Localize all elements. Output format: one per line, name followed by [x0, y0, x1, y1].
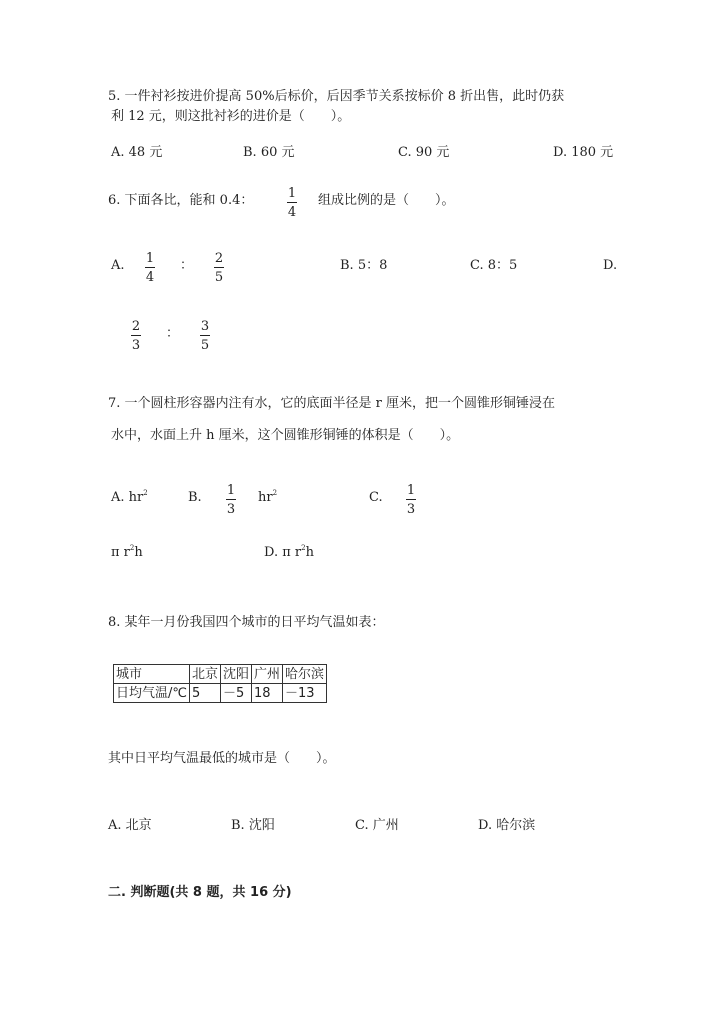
q8-option-a: A. 北京: [108, 818, 152, 833]
table-cell: 18: [252, 684, 283, 703]
frac-den: 4: [145, 270, 155, 285]
q6-option-d-label: D.: [603, 258, 618, 273]
table-cell: －5: [221, 684, 252, 703]
table-cell: 5: [189, 684, 220, 703]
q7-option-d-text: D. π r: [264, 545, 302, 560]
frac-num: 1: [145, 251, 155, 266]
table-cell: 沈阳: [221, 665, 252, 684]
h-var: h: [305, 545, 314, 560]
q6-stem-fraction: [285, 187, 299, 219]
table-cell: 广州: [252, 665, 283, 684]
q7-line1: 7. 一个圆柱形容器内注有水，它的底面半径是 r 厘米，把一个圆锥形铜锤浸在: [108, 396, 556, 411]
table-cell: 北京: [189, 665, 220, 684]
table-row: [114, 684, 327, 703]
q7-option-c-label: C.: [369, 490, 383, 505]
frac-den: 3: [406, 502, 416, 517]
q7-option-b-label: B.: [188, 490, 202, 505]
q8-stem: 8. 某年一月份我国四个城市的日平均气温如表：: [108, 615, 385, 630]
q6-option-d-frac1: [129, 320, 143, 352]
q6-option-a-frac1: [143, 252, 157, 284]
q6-stem-suffix: 组成比例的是（ ）。: [318, 193, 455, 208]
square-sup: 2: [143, 489, 148, 497]
q8-option-d: D. 哈尔滨: [478, 818, 536, 833]
table-cell: 日均气温/℃: [114, 684, 190, 703]
q5-option-b: B. 60 元: [243, 145, 295, 160]
frac-num: 2: [214, 251, 224, 266]
q6-option-d-frac2: [198, 320, 212, 352]
q7-option-b-frac: [224, 484, 238, 516]
frac-den: 5: [214, 270, 224, 285]
q7-option-a-text: A. hr: [111, 490, 144, 505]
q7-option-b-hr: hr: [258, 490, 273, 505]
table-cell: 城市: [114, 665, 190, 684]
q7-option-b-tail: [258, 491, 277, 504]
q6-option-a-frac2: [212, 252, 226, 284]
q6-option-d-colon: ：: [166, 326, 180, 341]
q7-option-c-cont: [111, 546, 143, 559]
table-cell: 哈尔滨: [283, 665, 327, 684]
q6-stem-frac-den: 4: [287, 205, 297, 220]
q7-option-d: [264, 546, 314, 559]
q7-line2: 水中，水面上升 h 厘米，这个圆锥形铜锤的体积是（ ）。: [111, 428, 460, 443]
q5-option-a: A. 48 元: [111, 145, 163, 160]
temperature-table: [113, 664, 327, 703]
q8-question: 其中日平均气温最低的城市是（ ）。: [108, 751, 336, 766]
q6-option-a-colon: ：: [180, 258, 194, 273]
frac-num: 3: [200, 319, 210, 334]
q7-option-a: [111, 491, 148, 504]
frac-den: 3: [131, 338, 141, 353]
frac-den: 5: [200, 338, 210, 353]
frac-den: 3: [226, 502, 236, 517]
frac-num: 1: [406, 483, 416, 498]
frac-num: 1: [226, 483, 236, 498]
q6-stem-frac-num: 1: [287, 186, 297, 201]
q6-option-c: C. 8：5: [470, 258, 518, 273]
table-header-row: [114, 665, 327, 684]
frac-num: 2: [131, 319, 141, 334]
table-cell: －13: [283, 684, 327, 703]
q6-stem-prefix: 6. 下面各比，能和 0.4：: [108, 193, 254, 208]
h-var: h: [134, 545, 143, 560]
q5-option-c: C. 90 元: [398, 145, 450, 160]
square-sup: 2: [272, 489, 278, 497]
q8-option-c: C. 广州: [355, 818, 399, 833]
q5-option-d: D. 180 元: [553, 145, 614, 160]
q5-line1: 5. 一件衬衫按进价提高 50%后标价，后因季节关系按标价 8 折出售，此时仍获: [108, 89, 565, 104]
square-sup: 2: [301, 544, 306, 552]
q5-line2: 利 12 元，则这批衬衫的进价是（ ）。: [111, 109, 351, 124]
pi-r: π r: [111, 545, 130, 560]
q6-option-b: B. 5：8: [340, 258, 388, 273]
q7-option-c-frac: [404, 484, 418, 516]
q8-option-b: B. 沈阳: [231, 818, 275, 833]
section-heading: 二. 判断题(共 8 题，共 16 分): [108, 885, 292, 900]
square-sup: 2: [129, 544, 135, 552]
q6-option-a-label: A.: [111, 258, 125, 273]
